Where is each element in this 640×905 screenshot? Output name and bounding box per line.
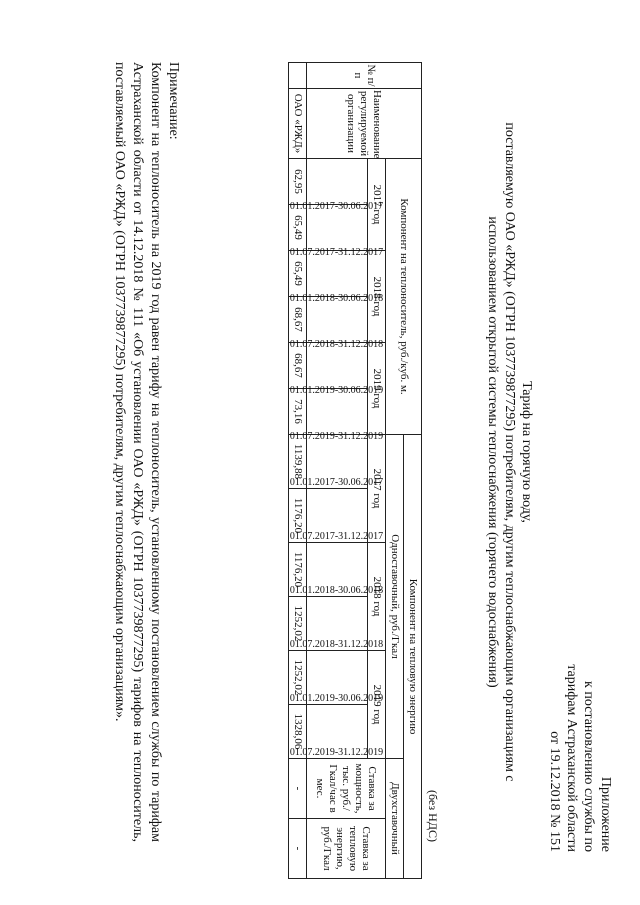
energy-value: 1176,20 <box>289 489 307 543</box>
header-row-4 <box>307 63 368 879</box>
carrier-value: 65,49 <box>289 205 307 251</box>
carrier-value: 73,16 <box>289 389 307 435</box>
period-label: 01.01.2018-30.06.2018 <box>290 293 384 305</box>
energy-value: 1252,02 <box>289 597 307 651</box>
approval-block <box>546 664 614 852</box>
header-row-1 <box>404 63 422 879</box>
year-header: 2017 год <box>368 435 386 543</box>
header-energy-rate: Ставка за тепловую энергию, руб./Гкал <box>307 819 386 879</box>
energy-value: 1328,06 <box>289 705 307 759</box>
row-org: ОАО «РЖД» <box>289 89 307 159</box>
energy-value: 1139,88 <box>289 435 307 489</box>
approval-line-1: Приложение <box>598 776 613 852</box>
energy-value: 1176,20 <box>289 543 307 597</box>
period-label: 01.01.2017-30.06.2017 <box>290 477 384 489</box>
note-heading: Примечание: <box>166 62 181 140</box>
period-label: 01.07.2017-31.12.2017 <box>290 247 384 259</box>
approval-line-4: от 19.12.2018 № 151 <box>547 731 562 852</box>
note-block <box>110 62 182 842</box>
year-header: 2019 год <box>368 651 386 759</box>
period-label: 01.07.2018-31.12.2018 <box>290 639 384 651</box>
header-capacity-rate: Ставка за мощность, тыс. руб./Гкал/час в мес. <box>307 759 386 819</box>
period-label: 01.07.2019-31.12.2019 <box>290 431 384 443</box>
header-num: № п/п <box>307 63 422 89</box>
year-header: 2017 год <box>368 159 386 251</box>
approval-line-3: тарифам Астраханской области <box>564 664 579 852</box>
tariff-table <box>288 62 422 879</box>
energy-rate-value: - <box>289 819 307 879</box>
title-line-1: Тариф на горячую воду, <box>519 381 534 523</box>
period-label: 01.01.2019-30.06.2019 <box>290 385 384 397</box>
note-text: Компонент на теплоноситель на 2019 год равен тарифу на теплоноситель, установленному постановлением службы по тарифам Астраханской области от 14.12.2018 № 111 «Об установлении ОАО «РЖД» (ОГРН 1037739877295) тарифов на теплоноситель, поставляемый ОАО «РЖД» (ОГРН 1037739877295) потребителям, другим теплоснабжающим организациям». <box>112 62 163 842</box>
rotated-document <box>20 22 620 882</box>
year-header: 2019 год <box>368 343 386 435</box>
header-double: Двухставочный <box>386 759 404 879</box>
period-label: 01.07.2019-31.12.2019 <box>290 747 384 759</box>
carrier-value: 65,49 <box>289 251 307 297</box>
carrier-value: 68,67 <box>289 297 307 343</box>
period-label: 01.01.2017-30.06.2017 <box>290 201 384 213</box>
document-title <box>484 62 535 842</box>
header-carrier: Компонент на теплоноситель, руб./куб. м. <box>386 159 422 435</box>
capacity-rate-value: - <box>289 759 307 819</box>
vat-note: (без НДС) <box>426 789 440 842</box>
period-label: 01.01.2018-30.06.2018 <box>290 585 384 597</box>
energy-value: 1252,02 <box>289 651 307 705</box>
period-label: 01.01.2019-30.06.2019 <box>290 693 384 705</box>
carrier-value: 62,95 <box>289 159 307 205</box>
title-line-2: поставляемую ОАО «РЖД» (ОГРН 1037739877295) потребителям, другим теплоснабжающим организациям с <box>502 122 517 782</box>
row-num <box>289 63 307 89</box>
header-single: Одноставочный, руб./Гкал <box>386 435 404 759</box>
title-line-3: использованием открытой системы теплоснабжения (горячего водоснабжения) <box>485 216 500 688</box>
header-energy: Компонент на тепловую энергию <box>404 435 422 879</box>
header-org: Наименование регулируемой организации <box>307 89 422 159</box>
year-header: 2018 год <box>368 543 386 651</box>
approval-line-2: к постановлению службы по <box>581 681 596 852</box>
year-header: 2018 год <box>368 251 386 343</box>
carrier-value: 68,67 <box>289 343 307 389</box>
period-label: 01.07.2018-31.12.2018 <box>290 339 384 351</box>
period-label: 01.07.2017-31.12.2017 <box>290 531 384 543</box>
